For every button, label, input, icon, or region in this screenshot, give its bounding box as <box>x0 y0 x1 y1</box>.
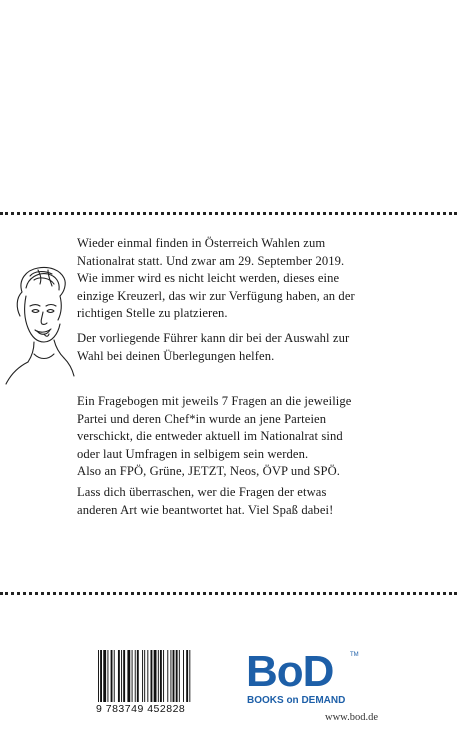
text-line: Wieder einmal finden in Österreich Wahlen zum <box>77 236 326 250</box>
barcode-bars <box>96 650 230 702</box>
text-line: einzige Kreuzerl, das wir zur Verfügung haben, an der <box>77 288 355 303</box>
paragraph-guide <box>77 330 360 365</box>
text-line: Der vorliegende Führer kann dir bei der Auswahl zur <box>77 331 350 345</box>
text-line: Partei und deren Chef*in wurde an jene Parteien <box>77 411 327 426</box>
text-line: Wahl bei deinen Überlegungen helfen. <box>77 348 275 363</box>
barcode-number: 9 783749 452828 <box>96 703 186 715</box>
publisher-website: www.bod.de <box>325 712 378 723</box>
logo-subtitle: BOOKS on DEMAND <box>247 695 346 706</box>
portrait-sketch-illustration <box>4 262 76 386</box>
dotted-divider-top <box>0 212 457 215</box>
logo-mark: BoD <box>246 647 334 696</box>
paragraph-closing <box>77 484 360 519</box>
text-line: Also an FPÖ, Grüne, JETZT, Neos, ÖVP und SPÖ. <box>77 464 341 479</box>
text-line: Ein Fragebogen mit jeweils 7 Fragen an die jeweilige <box>77 394 352 408</box>
bod-logo <box>246 647 360 708</box>
text-line: Nationalrat statt. Und zwar am 29. September 2019. <box>77 253 345 268</box>
paragraph-questionnaire <box>77 393 360 481</box>
isbn-barcode <box>96 650 230 716</box>
text-line: oder laut Umfragen in selbigem sein werden. <box>77 446 309 461</box>
dotted-divider-bottom <box>0 592 457 595</box>
text-line: Lass dich überraschen, wer die Fragen der etwas <box>77 485 327 499</box>
logo-trademark: TM <box>350 652 359 658</box>
text-line: Wie immer wird es nicht leicht werden, dieses eine <box>77 271 340 286</box>
text-line: verschickt, die entweder aktuell im Nationalrat sind <box>77 429 343 444</box>
paragraph-intro <box>77 235 360 323</box>
text-line: anderen Art wie beantwortet hat. Viel Spaß dabei! <box>77 502 334 517</box>
text-line: richtigen Stelle zu platzieren. <box>77 306 228 321</box>
